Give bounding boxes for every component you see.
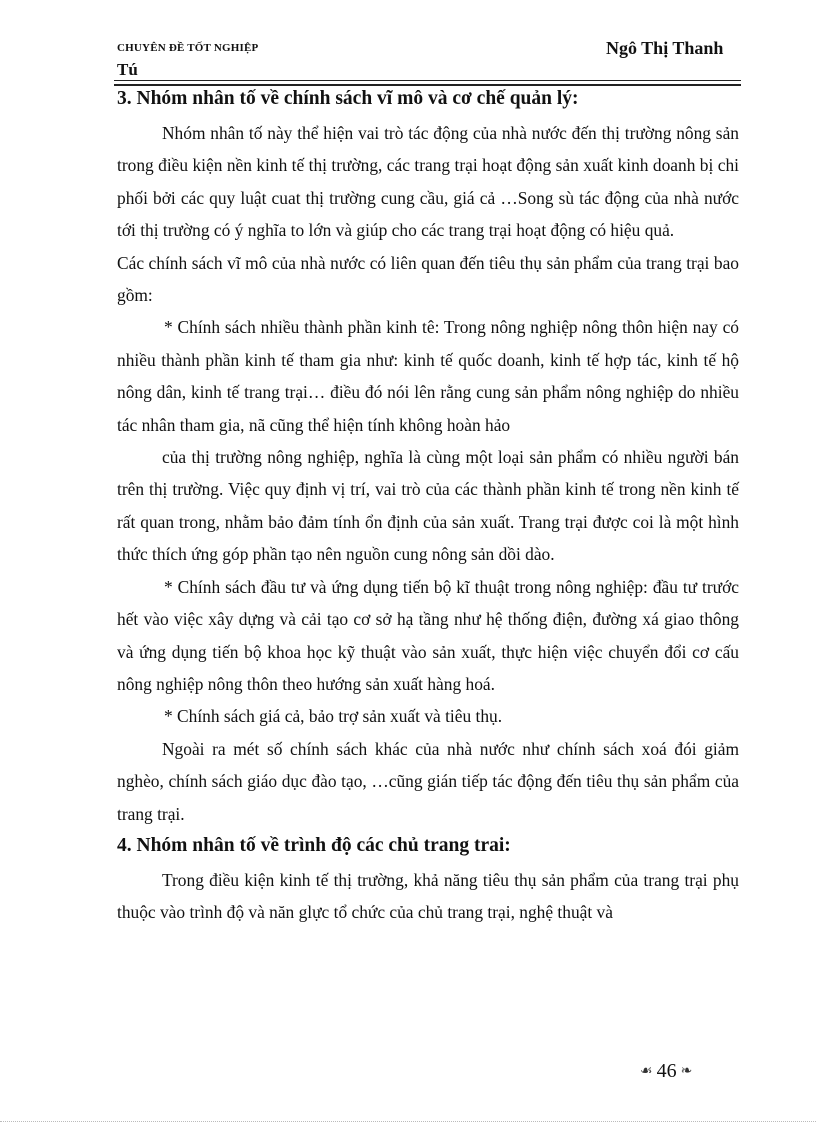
header-author-name: Ngô Thị Thanh (606, 38, 724, 58)
page-number: 46 (656, 1060, 677, 1082)
section-3-heading: 3. Nhóm nhân tố về chính sách vĩ mô và cơ chế quản lý: (117, 88, 579, 109)
section-3-paragraph-2: Các chính sách vĩ mô của nhà nước có liên quan đến tiêu thụ sản phẩm của trang trại bao gồm: (117, 252, 739, 306)
body-text (117, 84, 739, 929)
section-4-heading: 4. Nhóm nhân tố về trình độ các chủ trang trai: (117, 834, 511, 856)
section-3-paragraph-1: Nhóm nhân tố này thể hiện vai trò tác động của nhà nước đến thị trường nông sản trong điều kiện nền kinh tế thị trường, các trang trại hoạt động sản xuất kinh doanh bị chi phối bởi các quy luật cuat thị trường cung cầu, giá cả …Song sù tác động của nhà nước tới thị trường có ý nghĩa to lớn và giúp cho các trang trại hoạt động có hiệu quả. (117, 123, 739, 241)
header-author-name-continued: Tú (117, 60, 138, 79)
section-3-paragraph-3: Ngoài ra mét số chính sách khác của nhà nước như chính sách xoá đói giảm nghèo, chính sách giáo dục đào tạo, …cũng gián tiếp tác động đến tiêu thụ sản phẩm của trang trại. (117, 738, 739, 824)
page-bottom-divider (0, 1121, 816, 1122)
section-3-bullet-3: * Chính sách giá cả, bảo trợ sản xuất và tiêu thụ. (164, 706, 503, 727)
section-3-bullet-2: * Chính sách đầu tư và ứng dụng tiến bộ kĩ thuật trong nông nghiệp: đầu tư trước hết vào việc xây dựng và cải tạo cơ sở hạ tầng như hệ thống điện, đường xá giao thông và ứng dụng tiến bộ khoa học kỹ thuật vào sản xuất, thực hiện việc chuyển đổi cơ cấu nông nghiệp nông thôn theo hướng sản xuất hàng hoá. (117, 576, 739, 694)
section-3-bullet-1: * Chính sách nhiều thành phần kinh tê: Trong nông nghiệp nông thôn hiện nay có nhiều thành phần kinh tế tham gia như: kinh tế quốc doanh, kinh tế hợp tác, kinh tế hộ nông dân, kinh tế trang trại… điều đó nói lên rằng cung sản phẩm nông nghiệp do nhiều tác nhân tham gia, nã cũng thể hiện tính không hoàn hảo (117, 317, 739, 435)
page-footer (640, 1060, 692, 1083)
header-rule-thin (114, 80, 741, 81)
section-3-bullet-1-continued: của thị trường nông nghiệp, nghĩa là cùng một loại sản phẩm có nhiều người bán trên thị trường. Việc quy định vị trí, vai trò của các thành phần kinh tế trong nền kinh tế rất quan trong, nhằm bảo đảm tính ổn định của sản xuất. Trang trại được coi là một hình thức thích ứng góp phần tạo nên nguồn cung nông sản dồi dào. (117, 447, 739, 565)
left-ornament-icon: ☙ (640, 1064, 653, 1079)
right-ornament-icon: ❧ (680, 1064, 693, 1079)
section-4-paragraph-1: Trong điều kiện kinh tế thị trường, khả năng tiêu thụ sản phẩm của trang trại phụ thuộc vào trình độ và năn glực tổ chức của chủ trang trại, nghệ thuật và (117, 869, 739, 923)
header-document-type: CHUYÊN ĐỀ TỐT NGHIỆP (117, 42, 259, 54)
